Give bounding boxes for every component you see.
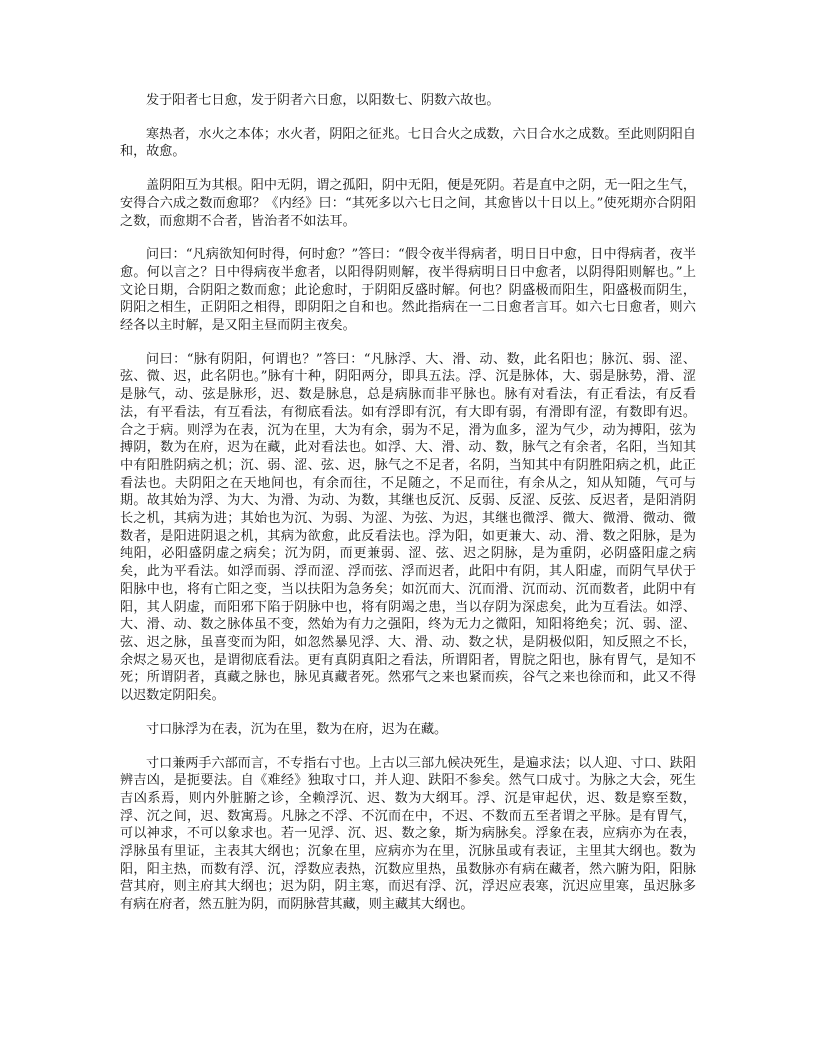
paragraph-4: 问曰：“凡病欲知何时得，何时愈？”答曰：“假令夜半得病者，明日日中愈，日中得病者，夜半愈。何以言之？日中得病夜半愈者，以阳得阴则解，夜半得病明日日中愈者，以阴得阳则解也。”上文论日期，合阴阳之数而愈；此论愈时，于阴阳反盛时解。何也？阴盛极而阳生，阳盛极而阴生，阴阳之相生，正阴阳之相得，即阴阳之自和也。然此指病在一二日愈者言耳。如六七日愈者，则六经各以主时解，是又阳主昼而阴主夜矣。 (120, 247, 696, 334)
paragraph-1: 发于阳者七日愈，发于阴者六日愈，以阳数七、阴数六故也。 (146, 93, 500, 108)
document-page (120, 92, 696, 930)
paragraph-5: 问曰：“脉有阴阳，何谓也？”答曰：“凡脉浮、大、滑、动、数，此名阳也；脉沉、弱、涩、弦、微、迟，此名阴也。”脉有十种，阴阳两分，即具五法。浮、沉是脉体，大、弱是脉势，滑、涩是脉气，动、弦是脉形，迟、数是脉息，总是病脉而非平脉也。脉有对看法，有正看法，有反看法，有平看法，有互看法，有彻底看法。如有浮即有沉，有大即有弱，有滑即有涩，有数即有迟。合之于病。则浮为在表，沉为在里，大为有余，弱为不足，滑为血多，涩为气少，动为搏阳，弦为搏阴，数为在府，迟为在藏，此对看法也。如浮、大、滑、动、数，脉气之有余者，名阳，当知其中有阳胜阴病之机；沉、弱、涩、弦、迟，脉气之不足者，名阴，当知其中有阴胜阳病之机，此正看法也。夫阴阳之在天地间也，有余而往，不足随之，不足而往，有余从之，知从知随，气可与期。故其始为浮、为大、为滑、为动、为数，其继也反沉、反弱、反涩、反弦、反迟者，是阳消阴长之机，其病为进；其始也为沉、为弱、为涩、为弦、为迟，其继也微浮、微大、微滑、微动、微数者，是阳进阴退之机，其病为欲愈，此反看法也。浮为阳，如更兼大、动、滑、数之阳脉，是为纯阳，必阳盛阴虚之病矣；沉为阴，而更兼弱、涩、弦、迟之阴脉，是为重阴，必阴盛阳虚之病矣，此为平看法。如浮而弱、浮而涩、浮而弦、浮而迟者，此阳中有阴，其人阳虚，而阴气早伏于阳脉中也，将有亡阳之变，当以扶阳为急务矣；如沉而大、沉而滑、沉而动、沉而数者，此阴中有阳，其人阴虚，而阳邪下陷于阴脉中也，将有阴竭之患，当以存阴为深虑矣，此为互看法。如浮、大、滑、动、数之脉体虽不变，然始为有力之强阳，终为无力之微阳，知阳将绝矣；沉、弱、涩、弦、迟之脉，虽喜变而为阳，如忽然暴见浮、大、滑、动、数之状，是阴极似阳，知反照之不长，余烬之易灭也，是谓彻底看法。更有真阴真阳之看法，所谓阳者，胃脘之阳也，脉有胃气，是知不死；所谓阴者，真藏之脉也，脉见真藏者死。然邪气之来也紧而疾，谷气之来也徐而和，此又不得以迟数定阴阳矣。 (120, 351, 696, 704)
paragraph-6: 寸口脉浮为在表，沉为在里，数为在府，迟为在藏。 (146, 721, 448, 737)
paragraph-2: 寒热者，水火之本体；水火者，阴阳之征兆。七日合火之成数，六日合水之成数。至此则阴阳自和，故愈。 (120, 126, 696, 160)
paragraph-3: 盖阴阳互为其根。阳中无阴，谓之孤阳，阴中无阳，便是死阴。若是直中之阴，无一阳之生气，安得合六成之数而愈耶？《内经》曰：“其死多以六七日之间，其愈皆以十日以上。”使死期亦合阴阳之数，而愈期不合者，皆治者不如法耳。 (120, 178, 696, 229)
paragraph-7: 寸口兼两手六部而言，不专指右寸也。上古以三部九候决死生，是遍求法；以人迎、寸口、趺阳辨吉凶，是扼要法。自《难经》独取寸口，并人迎、趺阳不参矣。然气口成寸。为脉之大会，死生吉凶系焉，则内外脏腑之诊，全赖浮沉、迟、数为大纲耳。浮、沉是审起伏，迟、数是察至数，浮、沉之间，迟、数寓焉。凡脉之不浮、不沉而在中，不迟、不数而五至者谓之平脉。是有胃气，可以神求，不可以象求也。若一见浮、沉、迟、数之象，斯为病脉矣。浮象在表，应病亦为在表，浮脉虽有里证，主表其大纲也；沉象在里，应病亦为在里，沉脉虽或有表证，主里其大纲也。数为阳，阳主热，而数有浮、沉，浮数应表热，沉数应里热，虽数脉亦有病在藏者，然六腑为阳，阳脉营其府，则主府其大纲也；迟为阴，阴主寒，而迟有浮、沉，浮迟应表寒，沉迟应里寒，虽迟脉多有病在府者，然五脏为阴，而阴脉营其藏，则主藏其大纲也。 (120, 755, 696, 913)
